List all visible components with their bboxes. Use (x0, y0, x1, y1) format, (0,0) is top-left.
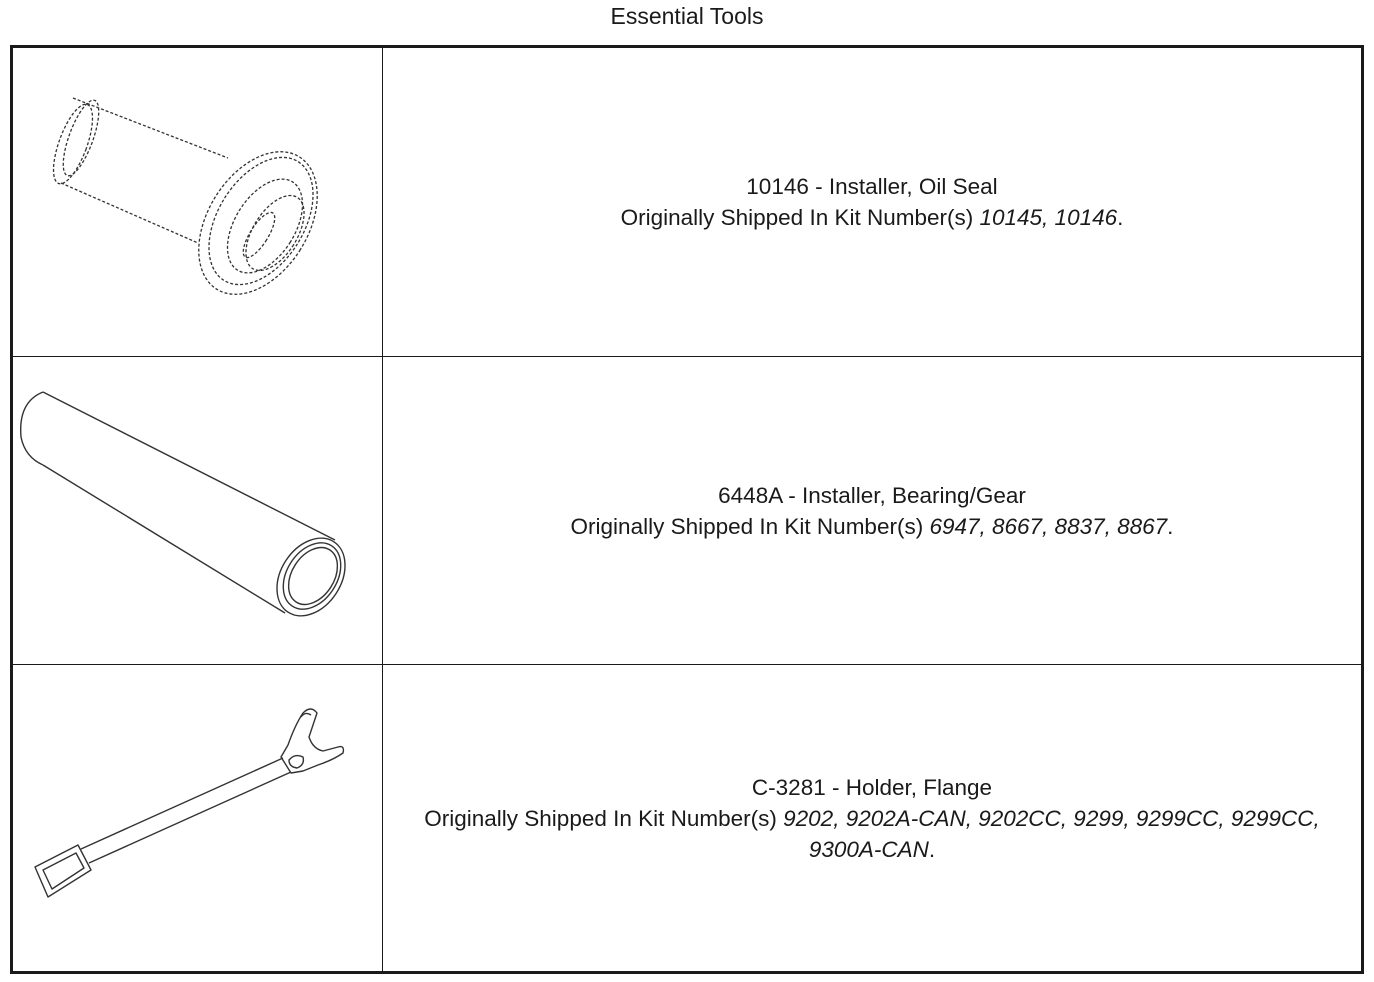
tools-table (10, 45, 1364, 974)
kit-numbers: 10145, 10146 (979, 205, 1118, 230)
tool-row (13, 356, 1361, 665)
kit-prefix: Originally Shipped In Kit Number(s) (620, 205, 980, 230)
kit-numbers: 6947, 8667, 8837, 8867 (929, 514, 1168, 539)
tool-row (13, 664, 1361, 972)
flange-holder-illustration (13, 665, 382, 973)
kit-numbers-line (412, 803, 1332, 865)
kit-suffix: . (1117, 205, 1124, 230)
page-title: Essential Tools (610, 3, 764, 29)
tool-description (383, 48, 1361, 356)
kit-numbers: 9202, 9202A-CAN, 9202CC, 9299, 9299CC, 9299CC, 9300A-CAN (783, 806, 1320, 862)
kit-numbers-line (621, 202, 1124, 233)
tool-name: C-3281 - Holder, Flange (751, 775, 993, 800)
tool-row (13, 48, 1361, 356)
kit-suffix: . (928, 837, 936, 862)
tool-name: 10146 - Installer, Oil Seal (746, 174, 998, 199)
bearing-gear-installer-illustration (13, 357, 382, 665)
tool-description (383, 357, 1361, 665)
oil-seal-installer-illustration (13, 48, 382, 356)
tool-name: 6448A - Installer, Bearing/Gear (718, 483, 1026, 508)
tool-image-cell (13, 665, 383, 972)
tool-image-cell (13, 357, 383, 665)
kit-numbers-line (571, 511, 1174, 542)
kit-prefix: Originally Shipped In Kit Number(s) (424, 806, 784, 831)
tool-description (383, 665, 1361, 972)
kit-suffix: . (1167, 514, 1174, 539)
kit-prefix: Originally Shipped In Kit Number(s) (570, 514, 930, 539)
tool-image-cell (13, 48, 383, 356)
